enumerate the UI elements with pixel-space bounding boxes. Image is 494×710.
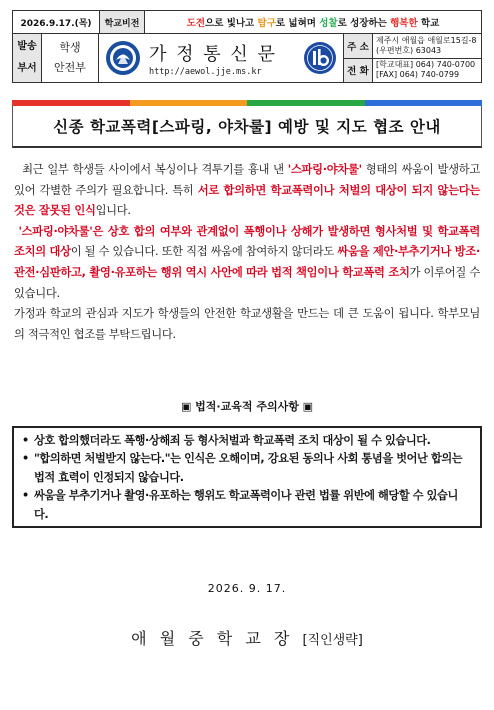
phone-cell bbox=[373, 59, 481, 83]
issue-date-footer: 2026. 9. 17. bbox=[207, 582, 287, 595]
seal-omitted: [직인생략] bbox=[302, 633, 363, 648]
address-label: 주 소 bbox=[344, 34, 372, 59]
sending-dept bbox=[42, 34, 99, 82]
stripe-red bbox=[12, 100, 130, 106]
notice-item: • "합의하면 처벌받지 않는다."는 인식은 오해이며, 강요된 동의나 사회 통념을 벗어난 합의는 법적 효력이 인정되지 않습니다. bbox=[22, 450, 470, 487]
vision-word: 도전 bbox=[186, 18, 206, 29]
vision-word: 로 넓혀며 bbox=[275, 18, 320, 29]
paragraph-3: 가정과 학교의 관심과 지도가 학생들의 안전한 학교생활을 만드는 데 큰 도움이 됩니다. 학부모님의 적극적인 협조를 부탁드립니다. bbox=[14, 307, 480, 341]
letterhead-bottom-row bbox=[13, 34, 481, 82]
sending-dept-label-2: 부서 bbox=[17, 63, 37, 74]
vision-word: 성찰 bbox=[319, 18, 338, 29]
section-heading: ▣ 법적·교육적 주의사항 ▣ bbox=[180, 400, 314, 413]
contact-labels bbox=[344, 34, 373, 82]
letterhead bbox=[12, 10, 482, 83]
vision-word: 탐구 bbox=[257, 18, 276, 29]
school-url[interactable]: http://aewol.jje.ms.kr bbox=[149, 66, 262, 77]
phone-line-1: [학교대표] 064) 740-0700 bbox=[376, 60, 476, 70]
signature-text: 애 월 중 학 교 장 bbox=[131, 629, 294, 648]
vision-word: 로 성장하는 bbox=[337, 18, 391, 29]
stripe-green bbox=[247, 100, 365, 106]
address-line-2: (우편번호) 63043 bbox=[376, 45, 442, 55]
ib-logo-icon bbox=[303, 41, 337, 75]
school-emblem-icon bbox=[105, 40, 141, 76]
phone-line-2: [FAX] 064) 740-0799 bbox=[376, 70, 460, 80]
newsletter-title: 가 정 통 신 문 bbox=[149, 43, 277, 65]
sending-dept-1: 학생 bbox=[59, 41, 81, 54]
notice-item: • 싸움을 부추기거나 촬영·유포하는 행위도 학교폭력이나 관련 법률 위반에 해당할 수 있습니다. bbox=[22, 487, 470, 524]
vision-word: 으로 빛나고 bbox=[205, 18, 258, 29]
contact-info bbox=[373, 34, 481, 82]
school-vision bbox=[145, 11, 481, 33]
sending-dept-2: 안전부 bbox=[54, 61, 86, 74]
color-stripes bbox=[12, 100, 482, 106]
notice-item: • 상호 합의했더라도 폭행·상해죄 등 형사처벌과 학교폭력 조치 대상이 될 수 있습니다. bbox=[22, 432, 470, 450]
bullet-1: • bbox=[22, 434, 29, 447]
issue-date: 2026.9.17.(목) bbox=[13, 11, 100, 33]
phone-label: 전 화 bbox=[347, 66, 369, 78]
stripe-orange bbox=[130, 100, 248, 106]
sending-dept-label-1: 발송 bbox=[17, 41, 37, 52]
bullet-2: • bbox=[22, 452, 29, 466]
paragraph-2: '스파링·야차룰'은 상호 합의 여부와 관계없이 폭행이나 상해가 발생하면 형사처벌 및 학교폭력 조치의 대상이 될 수 있습니다. 또한 직접 싸움에 참여하지 않더라도 싸움을 제안·부추기거나 방조·관전·심판하고, 촬영·유포하는 행위 역시 사안에 따라 법적 책임이나 학교폭력 조치가 이루어질 수 있습니다. bbox=[14, 224, 480, 300]
stripe-blue bbox=[365, 100, 483, 106]
address-cell bbox=[373, 34, 481, 59]
bullet-3: • bbox=[22, 489, 29, 503]
paragraph-1: 최근 일부 학생들 사이에서 복싱이나 격투기를 흉내 낸 '스파링·야차룰' 형태의 싸움이 발생하고 있어 각별한 주의가 필요합니다. 특히 서로 합의하면 학교폭력이나 처벌의 대상이 되지 않는다는 것은 잘못된 인식입니다. bbox=[14, 163, 480, 218]
newsletter-masthead bbox=[99, 34, 344, 82]
vision-word: 학교 bbox=[417, 18, 440, 29]
title-banner bbox=[12, 100, 482, 148]
vision-label: 학교비전 bbox=[100, 11, 145, 33]
vision-word: 행복한 bbox=[390, 18, 418, 29]
letterhead-top-row bbox=[13, 11, 481, 34]
document-title: 신종 학교폭력[스파링, 야차룰] 예방 및 지도 협조 안내 bbox=[53, 118, 441, 136]
notice-box bbox=[12, 426, 482, 528]
sending-dept-label bbox=[13, 34, 42, 82]
address-line-1: 제주시 애월읍 애월로15길-8 bbox=[376, 35, 477, 45]
principal-signature bbox=[0, 626, 494, 649]
body-text bbox=[14, 160, 480, 345]
